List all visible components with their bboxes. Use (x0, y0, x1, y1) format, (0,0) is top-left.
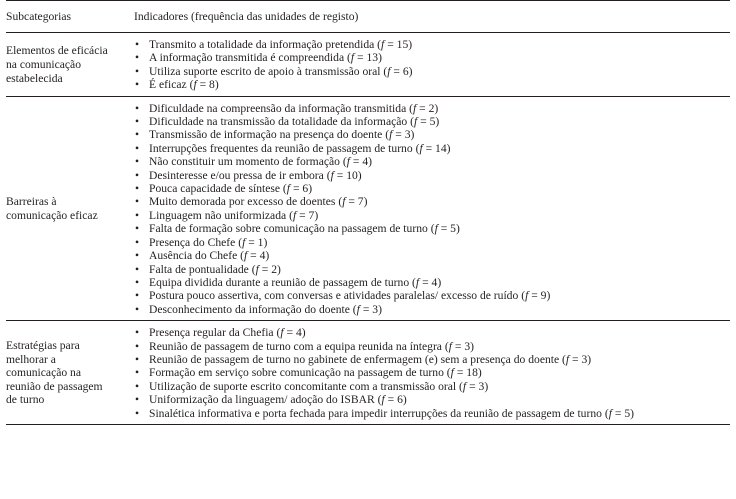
frequency-close: ) (265, 249, 270, 263)
bullet-icon: • (135, 168, 140, 182)
frequency-symbol: f (387, 64, 391, 78)
frequency-value: 3 (478, 379, 485, 393)
subcategory-label-line: reunião de passagem (6, 379, 103, 393)
frequency-value: 3 (404, 128, 411, 142)
frequency-equals: = (199, 78, 207, 92)
frequency-close: ) (214, 78, 219, 92)
bullet-icon: • (135, 38, 140, 51)
bullet-icon: • (135, 101, 140, 115)
indicator-text: Não constituir um momento de formação (149, 155, 340, 169)
indicator-text: Interrupções frequentes da reunião de passagem de turno (149, 141, 413, 155)
list-item (134, 65, 730, 78)
table-row (6, 33, 730, 96)
list-item (134, 38, 730, 51)
list-item (134, 340, 730, 353)
frequency-equals: = (362, 302, 370, 316)
subcategory-label-line: de turno (6, 393, 45, 407)
table-row (6, 321, 730, 424)
frequency-value: 7 (308, 208, 315, 222)
indicator-list-cell (126, 102, 730, 317)
frequency-equals: = (440, 222, 448, 236)
bullet-icon: • (135, 366, 140, 380)
frequency-close: ) (378, 302, 382, 316)
frequency-symbol: f (448, 339, 452, 353)
frequency-equals: = (420, 115, 427, 129)
frequency-symbol: f (462, 379, 467, 393)
indicator-text: Ausência do Chefe (149, 249, 238, 263)
frequency-close: ) (434, 101, 439, 115)
indicator-list (134, 38, 730, 92)
frequency-open: ( (238, 235, 243, 249)
frequency-open: ( (377, 38, 382, 51)
frequency-equals: = (387, 38, 394, 51)
bullet-icon: • (135, 128, 140, 142)
frequency-symbol: f (342, 195, 346, 209)
frequency-equals: = (292, 182, 300, 196)
frequency-value: 3 (464, 339, 471, 353)
frequency-value: 5 (450, 222, 456, 236)
indicator-text: Pouca capacidade de síntese (149, 182, 281, 196)
frequency-symbol: f (346, 155, 350, 169)
indicator-list (134, 102, 730, 317)
frequency-symbol: f (280, 326, 284, 340)
list-item (134, 222, 730, 235)
frequency-symbol: f (434, 222, 438, 236)
bullet-icon: • (135, 352, 140, 366)
frequency-open: ( (352, 302, 357, 316)
list-item (134, 263, 730, 276)
list-item (134, 51, 730, 64)
bullet-icon: • (135, 182, 140, 196)
header-subcategorias: Subcategorias (6, 9, 72, 23)
frequency-close: ) (446, 141, 451, 155)
frequency-close: ) (437, 275, 442, 289)
frequency-close: ) (455, 222, 460, 236)
subcategory-label (6, 195, 126, 222)
frequency-value: 8 (209, 78, 215, 92)
frequency-open: ( (430, 222, 435, 236)
frequency-open: ( (289, 208, 293, 222)
bullet-icon: • (135, 141, 140, 155)
frequency-close: ) (435, 115, 440, 129)
frequency-symbol: f (525, 289, 529, 303)
indicator-text: É eficaz (149, 78, 187, 92)
frequency-equals: = (250, 249, 257, 263)
bullet-icon: • (135, 208, 140, 222)
frequency-open: ( (410, 115, 414, 129)
frequency-equals: = (469, 379, 476, 393)
frequency-open: ( (251, 262, 256, 276)
frequency-equals: = (572, 352, 579, 366)
frequency-close: ) (484, 379, 489, 393)
frequency-value: 9 (540, 289, 547, 303)
frequency-equals: = (393, 64, 400, 78)
frequency-symbol: f (419, 141, 423, 155)
frequency-open: ( (326, 168, 331, 182)
list-item (134, 249, 730, 262)
frequency-value: 7 (357, 195, 364, 209)
frequency-close: ) (408, 38, 413, 51)
frequency-symbol: f (389, 128, 393, 142)
frequency-equals: = (456, 366, 464, 380)
frequency-symbol: f (292, 208, 297, 222)
frequency-close: ) (276, 262, 281, 276)
frequency-value: 3 (581, 352, 588, 366)
bullet-icon: • (135, 326, 140, 340)
indicator-text: Equipa dividida durante a reunião de passagem de turno (149, 275, 410, 289)
frequency-open: ( (459, 379, 463, 393)
frequency-open: ( (347, 51, 351, 65)
frequency-equals: = (248, 235, 255, 249)
bullet-icon: • (135, 235, 140, 249)
frequency-value: 4 (295, 326, 302, 340)
frequency-symbol: f (381, 38, 385, 51)
indicator-text: Linguagem não uniformizada (149, 208, 287, 222)
frequency-close: ) (402, 393, 407, 407)
frequency-symbol: f (244, 249, 248, 263)
frequency-equals: = (336, 168, 344, 182)
frequency-value: 6 (302, 182, 309, 196)
frequency-value: 6 (397, 393, 403, 407)
indicator-text: Falta de formação sobre comunicação na passagem de turno (149, 222, 428, 236)
list-item (134, 169, 730, 182)
list-item (134, 209, 730, 222)
frequency-symbol: f (413, 101, 417, 115)
indicator-text: Presença regular da Chefia (149, 326, 274, 340)
subcategory-label-line: na comunicação (6, 58, 81, 72)
frequency-close: ) (546, 289, 551, 303)
frequency-value: 10 (346, 168, 358, 182)
frequency-symbol: f (415, 275, 420, 289)
subcategory-label-line: comunicação eficaz (6, 208, 98, 222)
frequency-open: ( (415, 141, 420, 155)
frequency-value: 5 (624, 406, 631, 420)
frequency-value: 14 (435, 141, 447, 155)
bullet-icon: • (135, 115, 140, 129)
bullet-icon: • (135, 339, 140, 353)
frequency-equals: = (352, 155, 360, 169)
frequency-close: ) (410, 128, 415, 142)
frequency-value: 13 (366, 51, 379, 65)
table-body (6, 33, 730, 425)
list-item (134, 407, 730, 420)
list-item (134, 276, 730, 289)
header-indicadores: Indicadores (frequência das unidades de registo) (134, 9, 359, 23)
indicator-text: Muito demorada por excesso de doentes (149, 195, 336, 209)
frequency-symbol: f (450, 366, 454, 380)
frequency-equals: = (425, 141, 433, 155)
frequency-equals: = (395, 128, 402, 142)
bullet-icon: • (135, 78, 140, 92)
frequency-close: ) (357, 168, 362, 182)
indicator-list-cell (126, 38, 730, 92)
frequency-value: 15 (396, 38, 409, 51)
frequency-open: ( (240, 249, 244, 263)
frequency-value: 5 (429, 115, 436, 129)
list-item (134, 102, 730, 115)
frequency-open: ( (342, 155, 347, 169)
frequency-symbol: f (242, 235, 246, 249)
indicator-text: Presença do Chefe (149, 235, 236, 249)
indicator-text: Utilização de suporte escrito concomitante com a transmissão oral (149, 379, 457, 393)
table-header-row (6, 1, 730, 32)
frequency-close: ) (308, 182, 313, 196)
frequency-value: 2 (271, 262, 277, 276)
frequency-value: 2 (428, 101, 435, 115)
frequency-close: ) (378, 51, 382, 65)
frequency-close: ) (363, 195, 368, 209)
table-row (6, 97, 730, 321)
indicator-text: Reunião de passagem de turno no gabinete de enfermagem (e) sem a presença do doente (149, 352, 560, 366)
indicator-text: Desinteresse e/ou pressa de ir embora (149, 168, 324, 182)
frequency-symbol: f (608, 406, 612, 420)
frequency-close: ) (408, 64, 413, 78)
list-item (134, 353, 730, 366)
frequency-open: ( (412, 275, 416, 289)
indicator-text: Utiliza suporte escrito de apoio à transmissão oral (149, 64, 381, 78)
frequency-open: ( (383, 64, 388, 78)
frequency-equals: = (286, 326, 294, 340)
subcategory-label-line: comunicação na (6, 366, 81, 380)
frequency-value: 4 (362, 155, 369, 169)
subcategory-label (6, 44, 126, 85)
frequency-close: ) (301, 326, 306, 340)
frequency-open: ( (377, 393, 382, 407)
frequency-equals: = (299, 208, 306, 222)
indicator-text: Transmissão de informação na presença do doente (149, 128, 383, 142)
subcategory-label-line: melhorar a (6, 352, 56, 366)
bullet-icon: • (135, 406, 140, 420)
frequency-open: ( (521, 289, 526, 303)
indicator-text: Dificuldade na transmissão da totalidade da informação (149, 115, 408, 129)
frequency-symbol: f (193, 78, 197, 92)
frequency-open: ( (282, 182, 287, 196)
frequency-open: ( (338, 195, 343, 209)
bullet-icon: • (135, 393, 140, 407)
indicator-text: Dificuldade na compreensão da informação transmitida (149, 101, 407, 115)
indicator-list (134, 326, 730, 420)
list-item (134, 366, 730, 379)
indicator-text: Falta de pontualidade (149, 262, 249, 276)
indicator-text: Desconhecimento da informação do doente (149, 302, 350, 316)
frequency-symbol: f (350, 51, 355, 65)
list-item (134, 155, 730, 168)
indicator-text: Uniformização da linguagem/ adoção do ISBAR (149, 393, 375, 407)
bullet-icon: • (135, 262, 140, 276)
subcategory-label-line: Estratégias para (6, 339, 80, 353)
frequency-open: ( (562, 352, 566, 366)
bullet-icon: • (135, 222, 140, 236)
frequency-close: ) (263, 235, 268, 249)
frequency-open: ( (409, 101, 413, 115)
frequency-equals: = (357, 51, 364, 65)
frequency-symbol: f (381, 393, 385, 407)
frequency-symbol: f (565, 352, 570, 366)
bullet-icon: • (135, 302, 140, 316)
bullet-icon: • (135, 275, 140, 289)
indicator-text: Reunião de passagem de turno com a equipa reunida na íntegra (149, 339, 442, 353)
indicator-text: Formação em serviço sobre comunicação na passagem de turno (149, 366, 444, 380)
frequency-close: ) (470, 339, 475, 353)
indicator-text: Postura pouco assertiva, com conversas e atividades paralelas/ excesso de ruído (149, 289, 519, 303)
subcategory-label-line: Barreiras à (6, 195, 57, 209)
frequency-open: ( (189, 78, 194, 92)
list-item (134, 380, 730, 393)
list-item (134, 289, 730, 302)
frequency-open: ( (276, 326, 281, 340)
frequency-close: ) (368, 155, 372, 169)
bullet-icon: • (135, 249, 140, 263)
subcategory-label-line: estabelecida (6, 71, 63, 85)
frequency-value: 18 (466, 366, 478, 380)
frequency-value: 3 (372, 302, 379, 316)
frequency-equals: = (348, 195, 355, 209)
subcategory-label (6, 339, 126, 407)
frequency-value: 4 (431, 275, 438, 289)
list-item (134, 393, 730, 406)
frequency-equals: = (387, 393, 395, 407)
bullet-icon: • (135, 379, 140, 393)
frequency-close: ) (630, 406, 634, 420)
list-item (134, 142, 730, 155)
frequency-equals: = (614, 406, 622, 420)
frequency-symbol: f (413, 115, 418, 129)
frequency-symbol: f (255, 262, 259, 276)
bullet-icon: • (135, 289, 140, 303)
indicator-text: A informação transmitida é compreendida (149, 51, 345, 65)
bullet-icon: • (135, 51, 140, 65)
bullet-icon: • (135, 155, 140, 169)
frequency-value: 4 (259, 249, 266, 263)
list-item (134, 115, 730, 128)
frequency-value: 1 (257, 235, 264, 249)
list-item (134, 78, 730, 91)
list-item (134, 128, 730, 141)
frequency-open: ( (604, 406, 609, 420)
list-item (134, 326, 730, 339)
frequency-close: ) (477, 366, 482, 380)
frequency-equals: = (454, 339, 462, 353)
bullet-icon: • (135, 195, 140, 209)
frequency-symbol: f (330, 168, 334, 182)
frequency-equals: = (419, 101, 426, 115)
frequency-close: ) (314, 208, 319, 222)
indicator-text: Sinalética informativa e porta fechada para impedir interrupções da reunião de passagem de turno (149, 406, 602, 420)
list-item (134, 182, 730, 195)
frequency-equals: = (531, 289, 538, 303)
frequency-open: ( (444, 339, 449, 353)
frequency-open: ( (385, 128, 390, 142)
subcategory-label-line: Elementos de eficácia (6, 44, 108, 58)
frequency-equals: = (422, 275, 429, 289)
indicators-table (6, 0, 730, 425)
list-item (134, 303, 730, 316)
frequency-symbol: f (286, 182, 291, 196)
frequency-equals: = (261, 262, 269, 276)
indicator-text: Transmito a totalidade da informação pretendida (149, 38, 375, 51)
bullet-icon: • (135, 64, 140, 78)
frequency-open: ( (446, 366, 451, 380)
list-item (134, 236, 730, 249)
indicator-list-cell (126, 326, 730, 420)
list-item (134, 195, 730, 208)
frequency-symbol: f (356, 302, 360, 316)
row-rule (6, 424, 730, 425)
frequency-close: ) (587, 352, 592, 366)
frequency-value: 6 (402, 64, 409, 78)
